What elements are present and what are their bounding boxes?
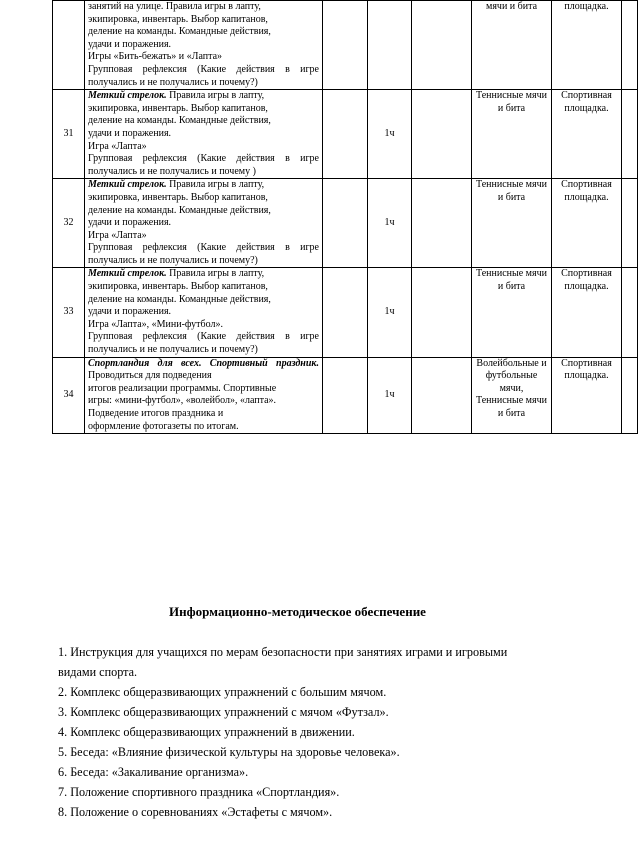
lesson-hours: 1ч xyxy=(368,357,412,434)
topic-line: Групповая рефлексия (Какие действия в игре получались и не получались и почему?) xyxy=(88,242,319,266)
empty-cell xyxy=(412,179,472,268)
topic-line: Групповая рефлексия (Какие действия в игре получались и не получались и почему?) xyxy=(88,331,319,356)
lesson-hours: 1ч xyxy=(368,90,412,179)
topic-line: Подведение итогов праздника и xyxy=(88,408,224,419)
empty-cell xyxy=(323,1,368,90)
topic-line: удачи и поражения. xyxy=(88,127,172,139)
lesson-topic xyxy=(85,357,323,434)
lesson-number: 33 xyxy=(53,268,85,357)
topic-line: Правила игры в лапту, xyxy=(169,179,265,191)
lesson-topic xyxy=(85,268,323,357)
reference-item: 8. Положение о соревнованиях «Эстафеты с мячом». xyxy=(58,805,333,819)
table-row xyxy=(53,179,638,268)
topic-line: удачи и поражения. xyxy=(88,306,172,318)
reference-item: 2. Комплекс общеразвивающих упражнений с большим мячом. xyxy=(58,685,387,699)
topic-line: Игры «Бить-бежать» и «Лапта» xyxy=(88,51,223,63)
lesson-hours xyxy=(368,1,412,90)
empty-cell xyxy=(622,268,638,357)
reference-item: 7. Положение спортивного праздника «Спортландия». xyxy=(58,785,340,799)
topic-line: экипировка, инвентарь. Выбор капитанов, xyxy=(88,102,268,114)
empty-cell xyxy=(412,1,472,90)
lesson-inventory: Теннисные мячи и бита xyxy=(472,90,552,179)
lesson-number: 31 xyxy=(53,90,85,179)
topic-line: деление на команды. Командные действия, xyxy=(88,115,271,127)
lesson-place: Спортивная площадка. xyxy=(552,90,622,179)
empty-cell xyxy=(412,90,472,179)
topic-line: игры: «мини-футбол», «волейбол», «лапта». xyxy=(88,395,277,407)
lesson-topic xyxy=(85,179,323,268)
table-row xyxy=(53,357,638,434)
table-row xyxy=(53,268,638,357)
lesson-inventory: мячи и бита xyxy=(472,1,552,90)
lesson-inventory: Теннисные мячи и бита xyxy=(472,268,552,357)
lesson-place: площадка. xyxy=(552,1,622,90)
reference-item: 4. Комплекс общеразвивающих упражнений в движении. xyxy=(58,725,355,739)
section-title: Информационно-методическое обеспечение xyxy=(169,604,426,619)
lesson-title: Меткий стрелок. xyxy=(88,179,167,191)
lesson-hours: 1ч xyxy=(368,268,412,357)
topic-line: Игра «Лапта» xyxy=(88,140,147,152)
topic-line: деление на команды. Командные действия, xyxy=(88,26,271,38)
lesson-place: Спортивная площадка. xyxy=(552,179,622,268)
topic-line: Игра «Лапта» xyxy=(88,229,147,241)
empty-cell xyxy=(622,90,638,179)
topic-line: Проводиться для подведения xyxy=(88,370,212,382)
topic-line: Правила игры в лапту, xyxy=(169,268,265,280)
lesson-inventory: Волейбольные и футбольные мячи, Теннисные мячи и бита xyxy=(472,357,552,434)
topic-line: экипировка, инвентарь. Выбор капитанов, xyxy=(88,191,268,203)
topic-line: Игра «Лапта», «Мини-футбол». xyxy=(88,318,223,330)
lesson-number: 32 xyxy=(53,179,85,268)
lesson-hours: 1ч xyxy=(368,179,412,268)
table-row xyxy=(53,1,638,90)
lesson-title: Меткий стрелок. xyxy=(88,268,167,280)
topic-line: итогов реализации программы. Спортивные xyxy=(88,382,277,394)
topic-line: экипировка, инвентарь. Выбор капитанов, xyxy=(88,281,268,293)
empty-cell xyxy=(323,179,368,268)
topic-line: Правила игры в лапту, xyxy=(169,90,265,102)
reference-list xyxy=(58,642,528,822)
topic-line: Групповая рефлексия (Какие действия в игре получались и не получались и почему ) xyxy=(88,153,319,177)
empty-cell xyxy=(323,268,368,357)
topic-line: удачи и поражения. xyxy=(88,38,172,50)
empty-cell xyxy=(412,268,472,357)
lesson-place: Спортивная площадка. xyxy=(552,268,622,357)
reference-item: 5. Беседа: «Влияние физической культуры на здоровье человека». xyxy=(58,745,400,759)
empty-cell xyxy=(622,357,638,434)
empty-cell xyxy=(622,179,638,268)
empty-cell xyxy=(323,357,368,434)
lesson-inventory: Теннисные мячи и бита xyxy=(472,179,552,268)
reference-item: 3. Комплекс общеразвивающих упражнений с мячом «Футзал». xyxy=(58,705,389,719)
lesson-place: Спортивная площадка. xyxy=(552,357,622,434)
lesson-topic xyxy=(85,90,323,179)
topic-line: деление на команды. Командные действия, xyxy=(88,293,271,305)
lesson-number xyxy=(53,1,85,90)
empty-cell xyxy=(622,1,638,90)
topic-line: занятий на улице. Правила игры в лапту, xyxy=(88,1,261,12)
reference-item: 6. Беседа: «Закаливание организма». xyxy=(58,765,249,779)
lesson-title: Меткий стрелок. xyxy=(88,90,167,102)
lesson-plan-table xyxy=(52,0,638,434)
topic-line: деление на команды. Командные действия, xyxy=(88,204,271,216)
topic-line: удачи и поражения. xyxy=(88,217,172,229)
topic-line: оформление фотогазеты по итогам. xyxy=(88,420,239,432)
empty-cell xyxy=(412,357,472,434)
table-row xyxy=(53,90,638,179)
lesson-topic xyxy=(85,1,323,90)
lesson-number: 34 xyxy=(53,357,85,434)
lesson-title: Спортландия для всех. Спортивный праздник. xyxy=(88,357,319,369)
reference-item: 1. Инструкция для учащихся по мерам безопасности при занятиях играми и игровыми видами спорта. xyxy=(58,645,508,679)
topic-line: Групповая рефлексия (Какие действия в игре получались и не получались и почему?) xyxy=(88,63,319,88)
empty-cell xyxy=(323,90,368,179)
topic-line: экипировка, инвентарь. Выбор капитанов, xyxy=(88,13,268,25)
